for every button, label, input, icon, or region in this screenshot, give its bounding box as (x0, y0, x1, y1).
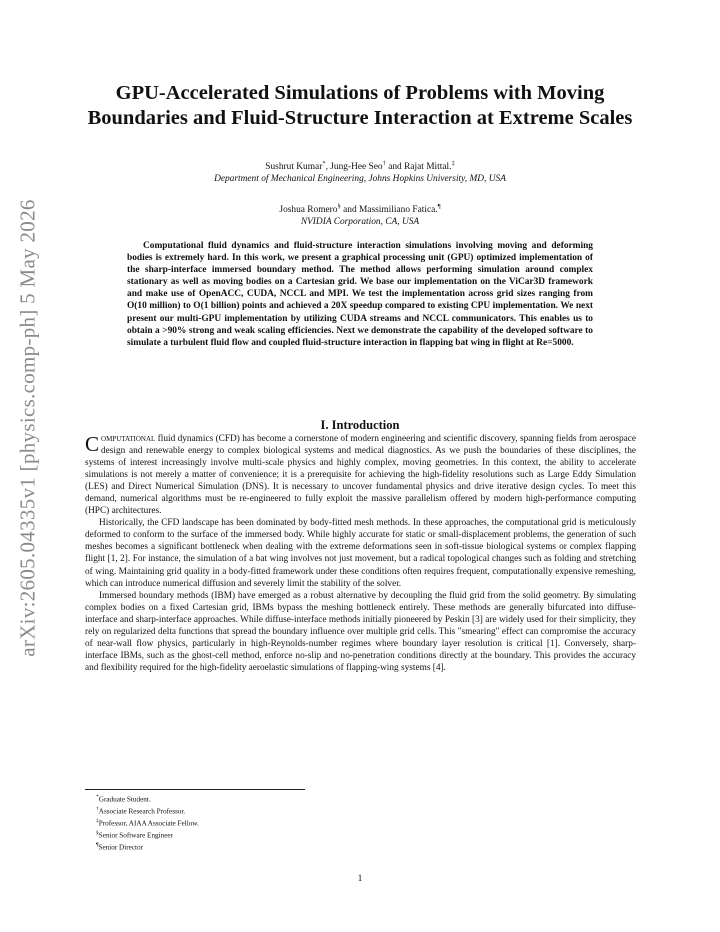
author-names-1 (80, 158, 640, 173)
footnote-mark: ‡ (96, 818, 99, 825)
footnote-rule (85, 789, 305, 790)
footnote-mark: † (96, 806, 99, 813)
intro-paragraph-2: Historically, the CFD landscape has been dominated by body-fitted mesh methods. In these approaches, the computational grid is meticulously deformed to conform to the surface of the immersed body. While highly accurate for static or small-displacement problems, the generation of such meshes becomes a significant bottleneck when dealing with the extreme deformations seen in soft-tissue biological systems or complex flapping flight [1, 2]. For instance, the simulation of a bat wing involves not just movement, but a radical topological changes such as folding and stretching of wing. Maintaining grid quality in a body-fitted framework under these conditions often requires frequent, computationally expensive remeshing, which can introduce numerical diffusion and severely limit the stability of the solver. (85, 518, 636, 589)
affiliation-2: NVIDIA Corporation, CA, USA (300, 217, 420, 228)
author-block-1 (80, 158, 640, 185)
author-names-2 (80, 201, 640, 216)
footnote-mark: ¶ (96, 842, 99, 849)
footnote-mark: ¶ (437, 203, 441, 210)
paper-title (60, 81, 660, 131)
author-name: and Rajat Mittal. (385, 162, 452, 173)
footnote (96, 793, 199, 805)
paragraph-text: fluid dynamics (CFD) has become a cornerstone of modern engineering and scientific discovery, spanning fields from aerospace design and renewable energy to complex biological systems and medical diagnostics. As we push the boundaries of these disciplines, the systems of interest increasingly involve multi-scale physics and highly complex, moving geometries. In this context, the ability to accelerate simulations is not merely a matter of convenience; it is a prerequisite for achieving the high-fidelity resolutions such as Large Eddy Simulation (LES) and Direct Numerical Simulation (DNS). It is necessary to uncover fundamental physics and drive iterative design cycles. To meet this demand, numerical algorithms must be re-engineered to fully exploit the massive parallelism offered by modern high-performance computing (HPC) architectures. (85, 434, 636, 517)
footnote-text: Professor, AIAA Associate Fellow. (98, 819, 199, 828)
abstract: Computational fluid dynamics and fluid-structure interaction simulations involving moving and deforming bodies is extremely hard. In this work, we present a graphical processing unit (GPU) optimized implementation of the sharp-interface immersed boundary method. The method allows performing simulation around complex stationary as well as moving bodies on a Cartesian grid. We base our implementation on the ViCar3D framework and make use of OpenACC, CUDA, NCCL and MPI. We test the implementation across grid sizes ranging from O(10 million) to O(1 billion) points and achieved a 20X speedup compared to existing CPU implementation. We next present our multi-GPU implementation by utilizing CUDA streams and NCCL communicators. This enables us to obtain a >90% strong and weak scaling efficiencies. Next we demonstrate the capability of the developed software to simulate a turbulent fluid flow and coupled fluid-structure interaction in flapping bat wing in flight at Re=5000. (127, 241, 593, 348)
footnote-text: Senior Director (98, 843, 144, 852)
smallcaps-word: omputational (101, 434, 156, 444)
footnote-mark: * (322, 160, 326, 167)
footnote-text: Graduate Student. (98, 795, 151, 804)
footnote-mark: § (96, 830, 99, 837)
footnote-mark: § (337, 203, 341, 210)
footnote (96, 829, 199, 841)
author-name: , Jung-Hee Seo (325, 162, 383, 173)
author-name: Sushrut Kumar (265, 162, 323, 173)
title-line-2: Boundaries and Fluid-Structure Interaction at Extreme Scales (87, 107, 633, 129)
intro-body (85, 433, 636, 674)
intro-paragraph-3: Immersed boundary methods (IBM) have emerged as a robust alternative by decoupling the fluid grid from the solid geometry. By simulating complex bodies on a fixed Cartesian grid, IBMs bypass the meshing bottleneck entirely. These methods are generally bifurcated into diffuse-interface and sharp-interface approaches. While diffuse-interface methods initially pioneered by Peskin [3] are widely used for their simplicity, they rely on regularized delta functions that spread the boundary influence over multiple grid cells. This "smearing" effect can compromise the accuracy of near-wall flow physics, particularly in high-Reynolds-number regimes where boundary layer resolution is critical [1]. Conversely, sharp-interface IBMs, such as the ghost-cell method, enforce no-slip and no-penetration conditions directly at the boundary. This provides the accuracy and flexibility required for the high-fidelity aeroelastic simulations of flapping-wing systems [4]. (85, 590, 636, 673)
author-block-2 (80, 201, 640, 228)
footnote-mark: † (382, 160, 386, 167)
section-heading: I. Introduction (320, 418, 400, 432)
footnote (96, 817, 199, 829)
author-name: Joshua Romero (279, 205, 338, 216)
footnote (96, 805, 199, 817)
footnote-text: Senior Software Engineer (98, 831, 173, 840)
dropcap: C (85, 432, 100, 456)
footnote-text: Associate Research Professor. (98, 807, 186, 816)
footnote-mark: ‡ (451, 160, 455, 167)
footnotes (96, 793, 199, 853)
title-line-1: GPU-Accelerated Simulations of Problems with Moving (115, 82, 605, 104)
arxiv-id: arXiv:2605.04335v1 [physics.comp-ph] 5 May 2026 (15, 199, 40, 657)
author-name: and Massimiliano Fatica. (340, 205, 438, 216)
affiliation-1: Department of Mechanical Engineering, Johns Hopkins University, MD, USA (214, 174, 506, 185)
intro-paragraph-1 (85, 433, 636, 517)
footnote (96, 841, 199, 853)
footnote-mark: * (96, 794, 99, 800)
page-number: 1 (357, 874, 363, 884)
